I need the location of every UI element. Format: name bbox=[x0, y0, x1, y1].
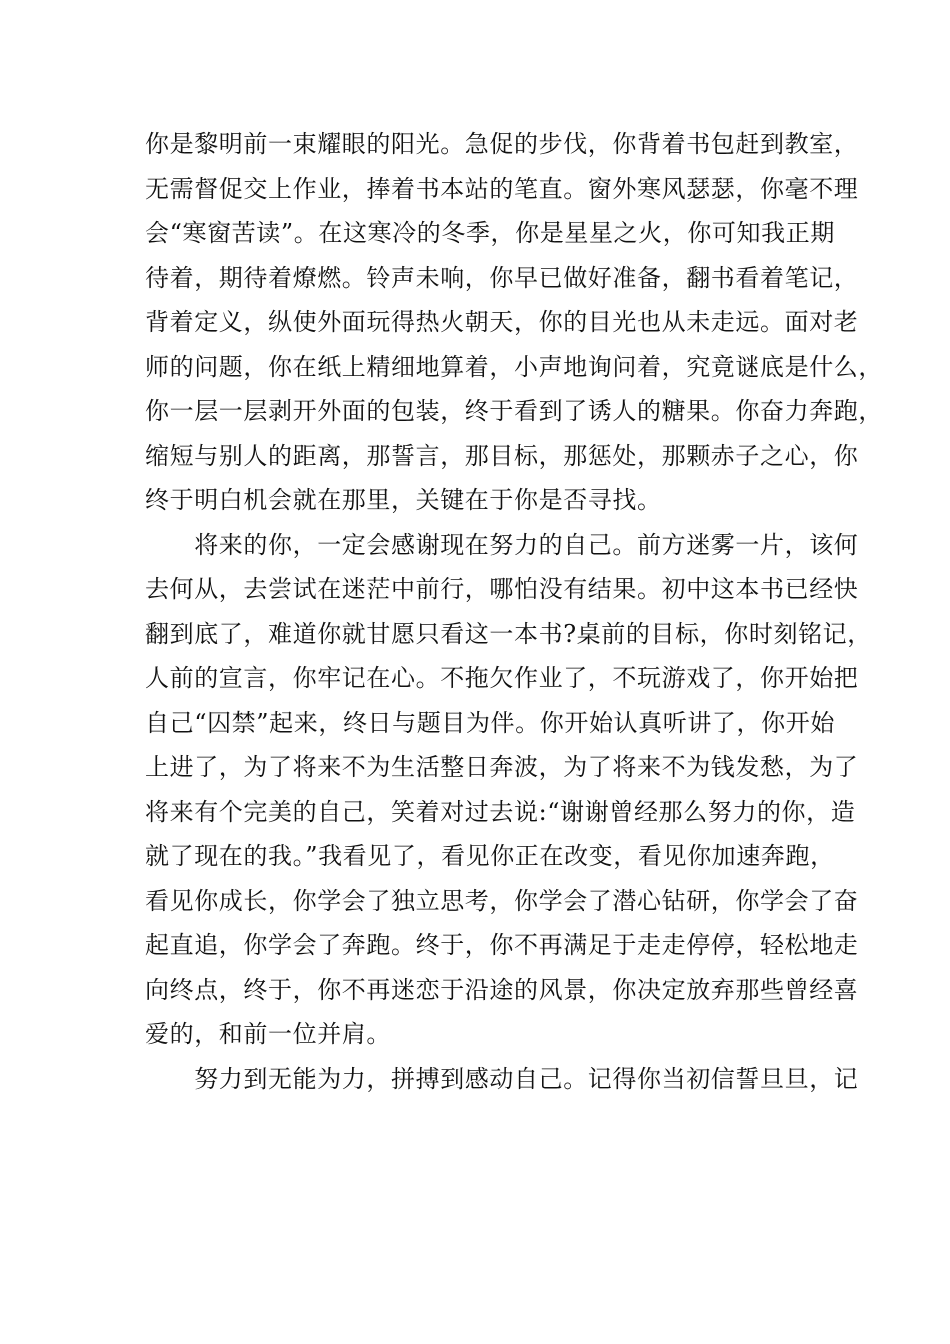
text-line: 自己“囚禁”起来，终日与题目为伴。你开始认真听讲了，你开始 bbox=[145, 708, 835, 737]
text-line: 就了现在的我。”我看见了，看见你正在改变，看见你加速奔跑， bbox=[145, 842, 835, 870]
text-line: 向终点，终于，你不再迷恋于沿途的风景，你决定放弃那些曾经喜 bbox=[145, 975, 859, 1004]
text-line: 爱的，和前一位并肩。 bbox=[145, 1020, 391, 1048]
text-line: 努力到无能为力，拼搏到感动自己。记得你当初信誓旦旦，记 bbox=[145, 1064, 859, 1093]
text-line: 看见你成长，你学会了独立思考，你学会了潜心钻研，你学会了奋 bbox=[145, 886, 859, 915]
text-line: 上进了，为了将来不为生活整日奔波，为了将来不为钱发愁，为了 bbox=[145, 753, 859, 781]
text-line: 将来有个完美的自己，笑着对过去说:“谢谢曾经那么努力的你，造 bbox=[145, 797, 856, 826]
text-line: 起直追，你学会了奔跑。终于，你不再满足于走走停停，轻松地走 bbox=[145, 931, 859, 959]
text-line: 待着，期待着燎燃。铃声未响，你早已做好准备，翻书看着笔记， bbox=[145, 263, 859, 292]
text-line: 去何从，去尝试在迷茫中前行，哪怕没有结果。初中这本书已经快 bbox=[145, 575, 859, 603]
text-line: 背着定义，纵使外面玩得热火朝天，你的目光也从未走远。面对老 bbox=[145, 308, 859, 336]
text-line: 缩短与别人的距离，那誓言，那目标，那惩处，那颗赤子之心，你 bbox=[145, 441, 859, 470]
text-line: 你一层一层剥开外面的包装，终于看到了诱人的糖果。你奋力奔跑， bbox=[145, 397, 883, 425]
text-line: 你是黎明前一束耀眼的阳光。急促的步伐，你背着书包赶到教室， bbox=[145, 130, 859, 158]
text-line: 将来的你，一定会感谢现在努力的自己。前方迷雾一片，该何 bbox=[145, 530, 859, 559]
text-line: 人前的宣言，你牢记在心。不拖欠作业了，不玩游戏了，你开始把 bbox=[145, 664, 859, 692]
essay-text bbox=[145, 122, 883, 1101]
text-line: 终于明白机会就在那里，关键在于你是否寻找。 bbox=[145, 486, 662, 514]
text-line: 无需督促交上作业，捧着书本站的笔直。窗外寒风瑟瑟，你毫不理 bbox=[145, 174, 859, 203]
text-line: 会“寒窗苦读”。在这寒冷的冬季，你是星星之火，你可知我正期 bbox=[145, 219, 835, 247]
text-line: 师的问题，你在纸上精细地算着，小声地询问着，究竟谜底是什么， bbox=[145, 352, 883, 381]
text-line: 翻到底了，难道你就甘愿只看这一本书?桌前的目标，你时刻铭记， bbox=[145, 619, 872, 648]
